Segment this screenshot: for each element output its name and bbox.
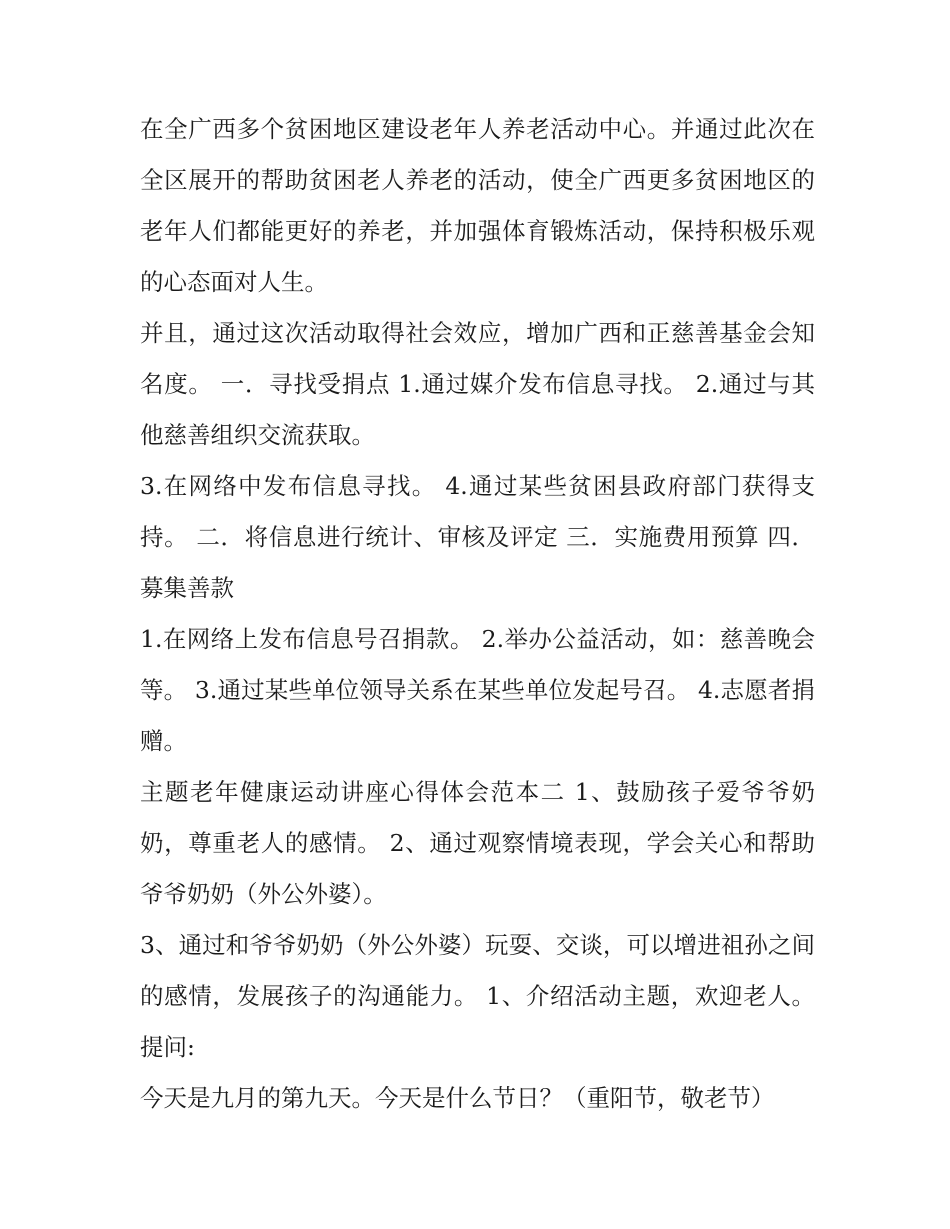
paragraph-5: 主题老年健康运动讲座心得体会范本二 1、鼓励孩子爱爷爷奶奶，尊重老人的感情。 2、通过观察情境表现，学会关心和帮助爷爷奶奶（外公外婆）。 [140,778,815,908]
paragraph-1: 在全广西多个贫困地区建设老年人养老活动中心。并通过此次在全区展开的帮助贫困老人养老的活动，使全广西更多贫困地区的老年人们都能更好的养老，并加强体育锻炼活动，保持积极乐观的心态面对人生。 [140,115,815,296]
paragraph-6: 3、通过和爷爷奶奶（外公外婆）玩耍、交谈，可以增进祖孙之间的感情，发展孩子的沟通能力。 1、介绍活动主题，欢迎老人。 提问: [140,931,815,1061]
paragraph-4: 1.在网络上发布信息号召捐款。 2.举办公益活动，如：慈善晚会等。 3.通过某些单位领导关系在某些单位发起号召。 4.志愿者捐赠。 [140,625,815,755]
paragraph-3: 3.在网络中发布信息寻找。 4.通过某些贫困县政府部门获得支持。 二．将信息进行统计、审核及评定 三．实施费用预算 四．募集善款 [140,472,815,602]
paragraph-2: 并且，通过这次活动取得社会效应，增加广西和正慈善基金会知名度。 一．寻找受捐点 1.通过媒介发布信息寻找。 2.通过与其他慈善组织交流获取。 [140,319,815,449]
paragraph-7: 今天是九月的第九天。今天是什么节日？（重阳节，敬老节） [140,1084,775,1112]
document-body [140,104,815,1124]
